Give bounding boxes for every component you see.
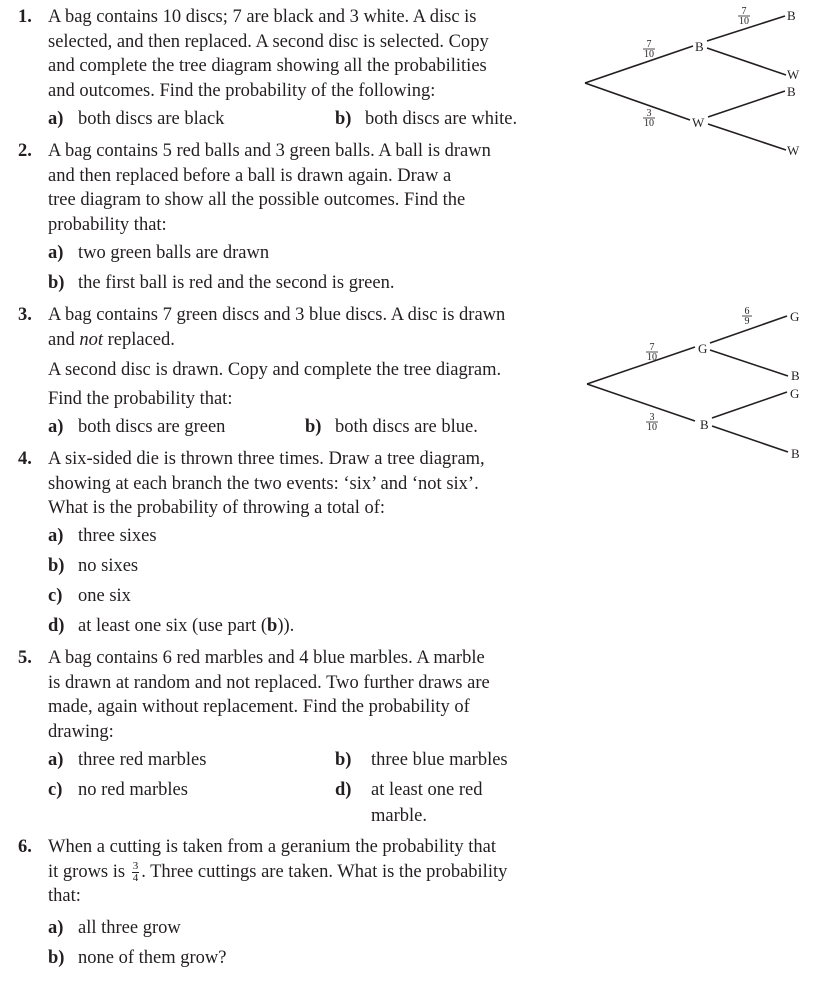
fraction-denominator: 9 [744, 316, 750, 327]
branch-root-lower [585, 83, 690, 120]
part-row [48, 775, 588, 805]
branch-lower-upper [708, 91, 785, 117]
part-row [48, 745, 588, 775]
text-fragment: replaced. [102, 329, 175, 350]
part-row [48, 104, 588, 134]
branch-lower-lower [708, 124, 786, 150]
part-text: both discs are green [78, 416, 226, 437]
part-text: two green balls are drawn [78, 242, 270, 263]
node-second-4: W [787, 143, 800, 158]
node-second-3: B [787, 84, 796, 99]
question-text-line: tree diagram to show all the possible outcomes. Find the [48, 190, 466, 211]
part-a [48, 238, 588, 268]
part-text: no sixes [78, 556, 139, 577]
prob-first-lower [646, 412, 658, 433]
bold-text: b [267, 616, 278, 637]
fraction-denominator: 10 [644, 118, 654, 129]
question-5 [0, 646, 588, 827]
part-text: three red marbles [78, 749, 207, 770]
branch-lower-upper [712, 392, 787, 418]
part-text [78, 616, 294, 636]
question-number: 6. [18, 837, 32, 857]
question-text-line: A bag contains 10 discs; 7 are black and 3 white. A disc is [48, 7, 477, 27]
part-label: b) [335, 108, 352, 129]
question-text-line: probability that: [48, 215, 167, 236]
node-second-1: G [790, 309, 800, 324]
question-text-line: A bag contains 7 green discs and 3 blue discs. A disc is drawn [48, 305, 506, 325]
part-text: three blue marbles [371, 749, 508, 770]
part-text: the first ball is red and the second is green. [78, 272, 395, 293]
part-label: a) [48, 416, 64, 437]
prob-first-upper [646, 342, 658, 363]
question-3 [0, 303, 588, 442]
question-text-line: selected, and then replaced. A second disc is selected. Copy [48, 31, 489, 52]
node-second-4: B [791, 446, 800, 461]
part-d [48, 611, 588, 641]
fraction-numerator: 7 [741, 6, 747, 17]
question-text-line: When a cutting is taken from a geranium the probability that [48, 837, 496, 857]
part-text: all three grow [78, 918, 181, 939]
part-b [305, 412, 478, 442]
part-b [335, 104, 517, 134]
question-text-line: drawing: [48, 722, 114, 743]
part-a [48, 745, 335, 775]
prob-first-upper [643, 39, 655, 60]
prob-first-lower [643, 108, 655, 129]
node-second-3: G [790, 386, 800, 401]
question-6 [0, 835, 588, 973]
part-label: c) [48, 586, 63, 607]
part-text: both discs are white. [365, 108, 518, 129]
question-text-line: and outcomes. Find the probability of the following: [48, 81, 436, 102]
fraction-numerator: 7 [646, 39, 652, 50]
fraction-numerator: 7 [649, 342, 655, 353]
fraction-denominator: 10 [647, 352, 657, 363]
part-a [48, 521, 588, 551]
question-text-line: A six-sided die is thrown three times. Draw a tree diagram, [48, 449, 485, 469]
question-number: 4. [18, 449, 32, 469]
part-c [48, 775, 335, 805]
text-fragment: )). [277, 616, 295, 637]
question-2 [0, 139, 588, 298]
part-label: a) [48, 242, 64, 263]
fraction-numerator: 3 [132, 859, 139, 872]
tree-diagram-2-svg [580, 300, 828, 480]
part-b [48, 268, 588, 298]
question-text-line: is drawn at random and not replaced. Two further draws are [48, 672, 490, 693]
part-b [335, 745, 508, 775]
part-label: b) [48, 556, 65, 577]
part-text: none of them grow? [78, 948, 227, 969]
node-second-2: W [787, 67, 800, 82]
part-label: d) [48, 616, 65, 637]
part-text: at least one red [371, 779, 483, 800]
question-text-line: made, again without replacement. Find the probability of [48, 697, 470, 718]
question-number: 1. [18, 7, 32, 27]
part-text: both discs are blue. [335, 416, 478, 437]
part-a [48, 913, 588, 943]
node-second-1: B [787, 8, 796, 23]
prob-second-upper [738, 6, 750, 27]
question-text-line: and complete the tree diagram showing all the probabilities [48, 56, 487, 77]
branch-upper-lower [707, 48, 786, 75]
question-text-line: What is the probability of throwing a total of: [48, 498, 386, 519]
question-text-line: showing at each branch the two events: ‘six’ and ‘not six’. [48, 473, 479, 494]
fraction-numerator: 3 [646, 108, 652, 119]
question-text-line: Find the probability that: [48, 389, 233, 410]
part-text: one six [78, 586, 131, 607]
part-row [48, 412, 588, 442]
branch-root-lower [587, 384, 695, 421]
tree-diagram-2 [580, 300, 828, 480]
question-number: 5. [18, 648, 32, 668]
tree-diagram-1 [580, 0, 828, 180]
part-label: d) [335, 779, 352, 800]
part-d-continuation: marble. [371, 805, 427, 826]
question-number: 2. [18, 141, 32, 161]
part-label: b) [335, 749, 352, 770]
part-label: a) [48, 526, 64, 547]
question-text-line: A bag contains 6 red marbles and 4 blue marbles. A marble [48, 648, 485, 668]
node-first-upper: G [698, 341, 708, 356]
text-fragment: . Three cuttings are taken. What is the probability [141, 861, 508, 882]
node-first-lower: W [692, 115, 705, 130]
fraction-numerator: 3 [649, 412, 655, 423]
emphasis-text: not [79, 329, 103, 350]
part-label: c) [48, 779, 63, 800]
part-label: a) [48, 918, 64, 939]
question-text-line: and then replaced before a ball is drawn again. Draw a [48, 165, 452, 186]
part-d [335, 775, 482, 805]
fraction-numerator: 6 [744, 306, 750, 317]
fraction-denominator: 10 [739, 16, 749, 27]
question-text-line: that: [48, 886, 81, 907]
question-text-line [48, 328, 588, 353]
part-a [48, 412, 305, 442]
fraction [132, 861, 140, 884]
node-first-upper: B [695, 39, 704, 54]
text-fragment: at least one six (use part ( [78, 616, 268, 637]
question-text-line: A second disc is drawn. Copy and complete the tree diagram. [48, 360, 502, 381]
fraction-denominator: 10 [644, 49, 654, 60]
branch-root-upper [587, 347, 695, 384]
question-text-line: A bag contains 5 red balls and 3 green balls. A ball is drawn [48, 141, 491, 161]
part-label: a) [48, 749, 64, 770]
part-text: both discs are black [78, 108, 225, 129]
part-label: a) [48, 108, 64, 129]
part-text: three sixes [78, 526, 157, 547]
branch-root-upper [585, 46, 693, 83]
branch-upper-lower [710, 350, 788, 376]
branch-lower-lower [712, 426, 788, 452]
question-text-line [48, 860, 588, 885]
question-number: 3. [18, 305, 32, 325]
prob-second-upper [742, 306, 752, 327]
fraction-denominator: 10 [647, 422, 657, 433]
question-1 [0, 5, 588, 134]
tree-diagram-1-svg [580, 0, 828, 180]
node-first-lower: B [700, 417, 709, 432]
part-b [48, 551, 588, 581]
part-label: b) [305, 416, 322, 437]
fraction-denominator: 4 [132, 871, 139, 884]
part-label: b) [48, 948, 65, 969]
text-fragment: and [48, 329, 80, 350]
part-c [48, 581, 588, 611]
part-a [48, 104, 335, 134]
node-second-2: B [791, 368, 800, 383]
text-fragment: it grows is [48, 861, 130, 882]
question-4 [0, 447, 588, 641]
part-label: b) [48, 272, 65, 293]
part-b [48, 943, 588, 973]
part-text: no red marbles [78, 779, 188, 800]
